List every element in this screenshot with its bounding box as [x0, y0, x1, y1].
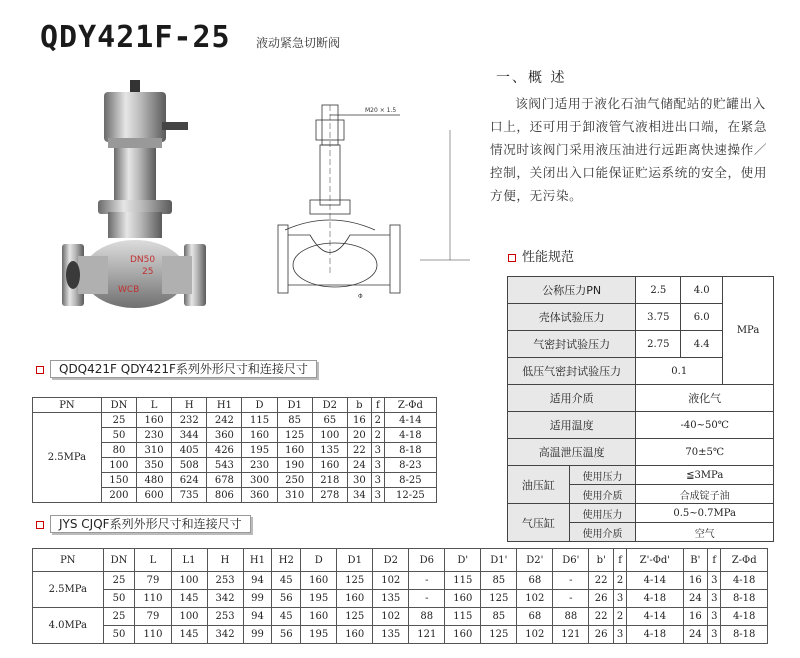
table2-header-cell: PN	[33, 549, 104, 572]
table1-cell: 135	[312, 443, 347, 458]
table2-cell: 22	[589, 572, 614, 590]
table2-cell: 4-18	[627, 626, 683, 644]
table2-header-cell: b'	[589, 549, 614, 572]
table2-cell: 125	[481, 626, 517, 644]
medium-label: 适用介质	[508, 385, 636, 412]
table2-header-cell: f	[613, 549, 626, 572]
table2-cell: 115	[445, 572, 481, 590]
table2-cell: 50	[103, 626, 135, 644]
table1-cell: 543	[207, 458, 242, 473]
table1-cell: 230	[137, 428, 172, 443]
performance-table	[507, 276, 774, 542]
table1-cell: 3	[371, 443, 384, 458]
table1-header-cell: f	[371, 398, 384, 413]
table2-cell: 160	[445, 626, 481, 644]
table2-header-cell: D2'	[517, 549, 553, 572]
table1-header-cell: Z-Φd	[384, 398, 436, 413]
table2-cell: 3	[613, 590, 626, 608]
table2-header-cell: H2	[272, 549, 301, 572]
air-pressure-val: 0.5~0.7MPa	[636, 504, 774, 523]
table2-cell: 195	[301, 626, 337, 644]
table2-cell: 100	[171, 608, 207, 626]
table1-cell: 508	[172, 458, 207, 473]
table1-cell: 125	[277, 428, 312, 443]
table2-cell: 102	[517, 626, 553, 644]
dimensions-table-1	[32, 397, 437, 503]
table1-cell: 8-23	[384, 458, 436, 473]
red-square-icon	[36, 521, 44, 529]
table2-cell: 45	[272, 608, 301, 626]
unit-cell: MPa	[723, 277, 774, 385]
table2-cell: 2	[613, 572, 626, 590]
table2-cell: 4-18	[721, 572, 768, 590]
table2-cell: 68	[517, 572, 553, 590]
table2-cell: 56	[272, 590, 301, 608]
table1-cell: 3	[371, 458, 384, 473]
table1-cell: 678	[207, 473, 242, 488]
table1-cell: 100	[101, 458, 136, 473]
table1-cell: 218	[312, 473, 347, 488]
table2-cell: 253	[207, 608, 243, 626]
table1-cell: 24	[347, 458, 371, 473]
table2-header-cell: Z-Φd	[721, 549, 768, 572]
table1-cell: 160	[242, 428, 277, 443]
table2-cell: 4-18	[627, 590, 683, 608]
table2-cell: 253	[207, 572, 243, 590]
table2-header-cell: H1	[243, 549, 272, 572]
table2-cell: -	[409, 572, 445, 590]
table2-header-cell: L	[135, 549, 171, 572]
table2-cell: 25	[103, 608, 135, 626]
overview-heading: 一、概 述	[496, 70, 567, 86]
valve-photo	[58, 78, 258, 313]
table1-cell: 50	[101, 428, 136, 443]
table2-cell: 145	[171, 626, 207, 644]
table1-cell: 4-14	[384, 413, 436, 428]
table2-cell: 16	[683, 572, 708, 590]
np-b: 4.0	[681, 277, 723, 304]
table2-cell: 2	[613, 608, 626, 626]
body-marking-material: WCB	[118, 285, 140, 295]
table2-cell: 3	[708, 590, 721, 608]
shell-test-label: 壳体试验压力	[508, 304, 636, 331]
table2-header-cell: D1	[337, 549, 373, 572]
table2-cell: 145	[171, 590, 207, 608]
table2-cell: -	[409, 590, 445, 608]
table2-cell: 160	[337, 590, 373, 608]
low-seal-val: 0.1	[636, 358, 723, 385]
table2-cell: 342	[207, 626, 243, 644]
sl-b: 4.4	[681, 331, 723, 358]
table2-cell: 115	[445, 608, 481, 626]
table2-cell: 195	[301, 590, 337, 608]
table2-cell: 8-18	[721, 590, 768, 608]
table2-cell: 125	[337, 608, 373, 626]
table2-cell: 160	[337, 626, 373, 644]
table1-cell: 624	[172, 473, 207, 488]
table1-cell: 16	[347, 413, 371, 428]
table1-cell: 115	[242, 413, 277, 428]
table1-cell: 200	[101, 488, 136, 503]
table1-cell: 190	[277, 458, 312, 473]
dimensions-table-2	[32, 548, 768, 644]
table2-cell: 135	[373, 590, 409, 608]
air-use-pressure-label: 使用压力	[569, 504, 636, 523]
table2-cell: 4-14	[627, 572, 683, 590]
table1-header-cell: b	[347, 398, 371, 413]
table1-title-text: QDQ421F QDY421F系列外形尺寸和连接尺寸	[50, 360, 317, 378]
table2-cell: 125	[481, 590, 517, 608]
table2-cell: -	[553, 590, 589, 608]
table2-cell: 110	[135, 626, 171, 644]
table1-cell: 350	[137, 458, 172, 473]
oil-medium-val: 合成锭子油	[636, 485, 774, 504]
sl-a: 2.75	[636, 331, 681, 358]
performance-title	[508, 246, 574, 265]
table1-cell: 80	[101, 443, 136, 458]
table2-title-text: JYS CJQF系列外形尺寸和连接尺寸	[50, 515, 251, 533]
performance-title-text: 性能规范	[522, 250, 575, 265]
table2-cell: 94	[243, 572, 272, 590]
table1-title	[36, 360, 317, 377]
np-a: 2.5	[636, 277, 681, 304]
temp-label: 适用温度	[508, 412, 636, 439]
table2-cell: 79	[135, 572, 171, 590]
table1-header-cell: PN	[33, 398, 102, 413]
table1-cell: 8-18	[384, 443, 436, 458]
table2-cell: 102	[373, 572, 409, 590]
table2-cell: 160	[301, 608, 337, 626]
oil-use-pressure-label: 使用压力	[569, 466, 636, 485]
table1-cell: 806	[207, 488, 242, 503]
table2-cell: 50	[103, 590, 135, 608]
table2-cell: 3	[708, 626, 721, 644]
table1-cell: 65	[312, 413, 347, 428]
table2-header-cell: DN	[103, 549, 135, 572]
table2-row	[33, 572, 768, 590]
table2-row	[33, 608, 768, 626]
table1-cell: 735	[172, 488, 207, 503]
table1-header-cell: D1	[277, 398, 312, 413]
table1-cell: 310	[137, 443, 172, 458]
overview-text: 该阀门适用于液化石油气储配站的贮罐出入口上，还可用于卸液管气液相进出口端，在紧急情况时该阀门采用液压油进行远距离快速操作／控制，关闭出入口能保证贮运系统的安全，使用方便，无污染。	[490, 96, 768, 203]
table2-title	[36, 515, 251, 532]
table1-cell: 360	[207, 428, 242, 443]
table1-cell: 242	[207, 413, 242, 428]
table2-cell: 26	[589, 626, 614, 644]
table1-cell: 85	[277, 413, 312, 428]
table1-cell: 160	[312, 458, 347, 473]
table2-cell: 160	[301, 572, 337, 590]
table2-header-cell: D1'	[481, 549, 517, 572]
table1-cell: 2	[371, 428, 384, 443]
table1-row	[33, 413, 437, 428]
table2-cell: 100	[171, 572, 207, 590]
table2-cell: 125	[337, 572, 373, 590]
table1-cell: 160	[277, 443, 312, 458]
table1-cell: 278	[312, 488, 347, 503]
table2-header-cell: B'	[683, 549, 708, 572]
table2-cell: 45	[272, 572, 301, 590]
table2-cell: 88	[553, 608, 589, 626]
table1-pn-cell: 2.5MPa	[33, 413, 102, 503]
np-label: 公称压力PN	[508, 277, 636, 304]
table2-header-cell: D	[301, 549, 337, 572]
table2-cell: 85	[481, 608, 517, 626]
air-cyl-label: 气压缸	[508, 504, 570, 542]
table2-pn-cell: 2.5MPa	[33, 572, 104, 608]
table2-header-cell: L1	[171, 549, 207, 572]
oil-use-medium-label: 使用介质	[569, 485, 636, 504]
table1-cell: 195	[242, 443, 277, 458]
table2-cell: 85	[481, 572, 517, 590]
table2-cell: 102	[517, 590, 553, 608]
table2-cell: 88	[409, 608, 445, 626]
table1-cell: 12-25	[384, 488, 436, 503]
thread-dim-label: M20 × 1.5	[365, 107, 397, 114]
st-b: 6.0	[681, 304, 723, 331]
table1-cell: 100	[312, 428, 347, 443]
table2-header-cell: f	[708, 549, 721, 572]
table1-cell: 300	[242, 473, 277, 488]
oil-cyl-label: 油压缸	[508, 466, 570, 504]
table1-cell: 426	[207, 443, 242, 458]
table2-cell: 99	[243, 590, 272, 608]
table2-pn-cell: 4.0MPa	[33, 608, 104, 644]
table1-cell: 232	[172, 413, 207, 428]
table1-cell: 360	[242, 488, 277, 503]
table2-cell: 26	[589, 590, 614, 608]
table2-header-cell: Z'-Φd'	[627, 549, 683, 572]
table2-cell: 8-18	[721, 626, 768, 644]
table2-header-cell: D'	[445, 549, 481, 572]
table2-cell: 342	[207, 590, 243, 608]
table1-cell: 2	[371, 413, 384, 428]
table1-header-cell: H	[172, 398, 207, 413]
red-square-icon	[36, 366, 44, 374]
table1-cell: 600	[137, 488, 172, 503]
table1-cell: 405	[172, 443, 207, 458]
table1-header-cell: D	[242, 398, 277, 413]
table2-cell: 56	[272, 626, 301, 644]
red-square-icon	[508, 254, 516, 262]
table1-cell: 230	[242, 458, 277, 473]
table2-cell: 135	[373, 626, 409, 644]
body-marking-pn: 25	[142, 267, 154, 277]
table2-cell: -	[553, 572, 589, 590]
table2-cell: 25	[103, 572, 135, 590]
product-subtitle: 液动紧急切断阀	[256, 36, 341, 50]
table1-cell: 344	[172, 428, 207, 443]
table2-cell: 102	[373, 608, 409, 626]
table2-cell: 110	[135, 590, 171, 608]
body-marking-dn: DN50	[130, 255, 156, 265]
table1-cell: 30	[347, 473, 371, 488]
table2-cell: 22	[589, 608, 614, 626]
table1-cell: 3	[371, 473, 384, 488]
air-medium-val: 空气	[636, 523, 774, 542]
table1-cell: 250	[277, 473, 312, 488]
table2-row	[33, 626, 768, 644]
table2-cell: 160	[445, 590, 481, 608]
table2-cell: 121	[409, 626, 445, 644]
table1-cell: 3	[371, 488, 384, 503]
table1-header-cell: L	[137, 398, 172, 413]
table2-cell: 121	[553, 626, 589, 644]
technical-drawing	[270, 100, 480, 310]
table1-cell: 20	[347, 428, 371, 443]
temp-val: -40~50℃	[636, 412, 774, 439]
table1-header-cell: H1	[207, 398, 242, 413]
phi-label: Φ	[358, 293, 363, 300]
relief-val: 70±5℃	[636, 439, 774, 466]
table1-cell: 4-18	[384, 428, 436, 443]
seal-test-label: 气密封试验压力	[508, 331, 636, 358]
table1-cell: 22	[347, 443, 371, 458]
table2-cell: 3	[708, 608, 721, 626]
table2-cell: 3	[613, 626, 626, 644]
table1-cell: 160	[137, 413, 172, 428]
oil-pressure-val: ≦3MPa	[636, 466, 774, 485]
table1-cell: 25	[101, 413, 136, 428]
table2-cell: 79	[135, 608, 171, 626]
st-a: 3.75	[636, 304, 681, 331]
low-seal-label: 低压气密封试验压力	[508, 358, 636, 385]
table2-cell: 68	[517, 608, 553, 626]
table1-cell: 8-25	[384, 473, 436, 488]
air-use-medium-label: 使用介质	[569, 523, 636, 542]
table2-row	[33, 590, 768, 608]
table2-cell: 4-14	[627, 608, 683, 626]
medium-val: 液化气	[636, 385, 774, 412]
product-model: QDY421F-25	[40, 20, 231, 55]
table2-cell: 24	[683, 626, 708, 644]
table2-header-cell: D6	[409, 549, 445, 572]
table2-header-cell: H	[207, 549, 243, 572]
table2-header-cell: D6'	[553, 549, 589, 572]
table1-cell: 480	[137, 473, 172, 488]
table2-header-cell: D2	[373, 549, 409, 572]
table2-cell: 4-18	[721, 608, 768, 626]
table1-cell: 34	[347, 488, 371, 503]
table1-cell: 310	[277, 488, 312, 503]
table2-cell: 99	[243, 626, 272, 644]
table2-cell: 24	[683, 590, 708, 608]
table2-cell: 94	[243, 608, 272, 626]
table1-cell: 150	[101, 473, 136, 488]
table2-cell: 3	[708, 572, 721, 590]
table1-header-cell: D2	[312, 398, 347, 413]
table2-cell: 16	[683, 608, 708, 626]
relief-label: 高温泄压温度	[508, 439, 636, 466]
table1-header-cell: DN	[101, 398, 136, 413]
